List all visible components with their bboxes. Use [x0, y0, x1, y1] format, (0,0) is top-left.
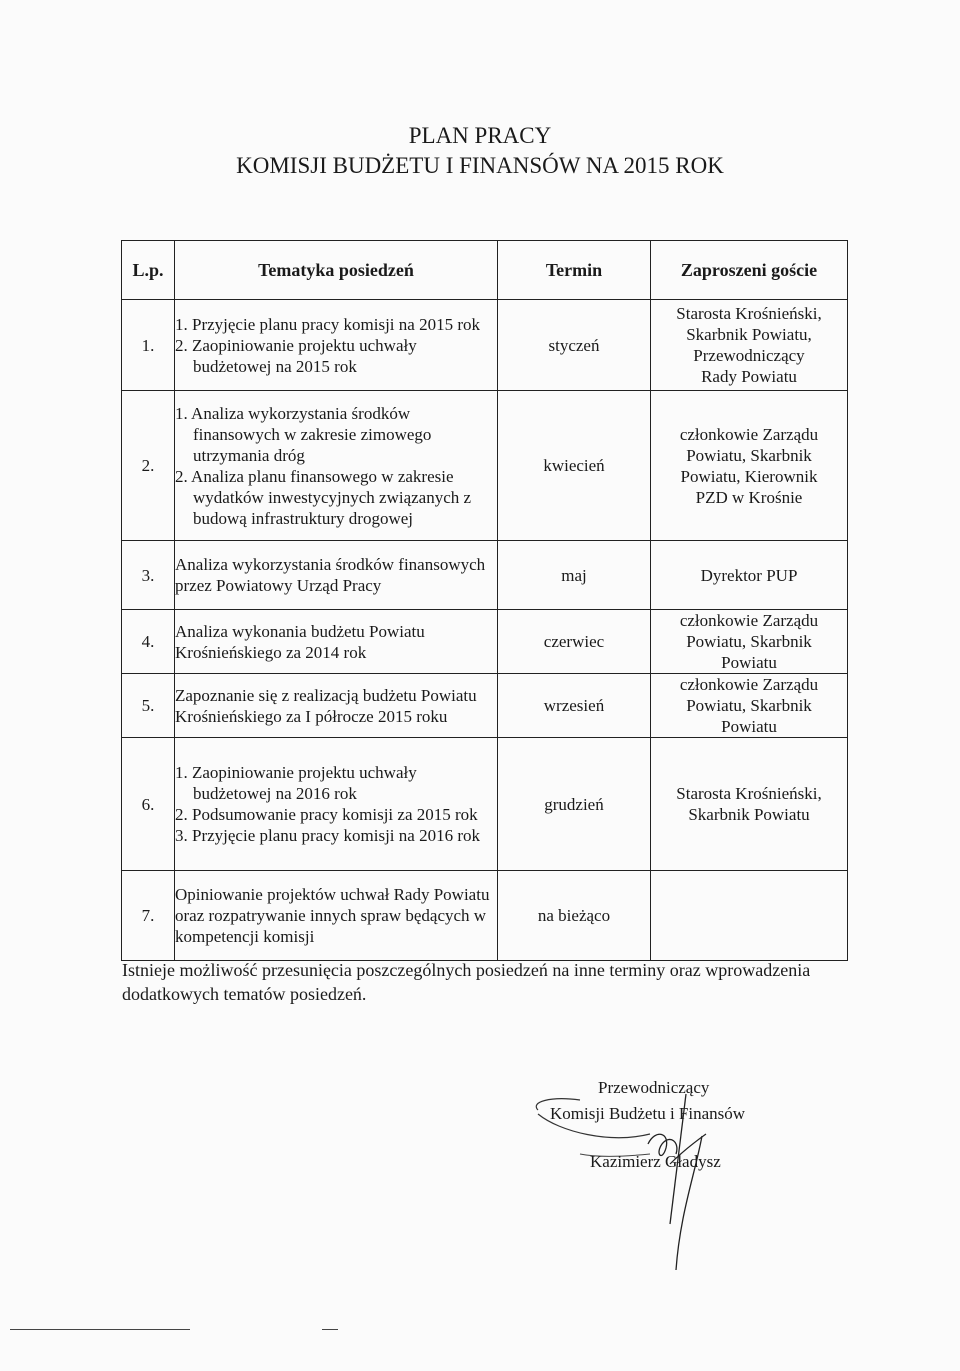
guest-line: PZD w Krośnie — [695, 487, 803, 507]
topic-item: 2. Podsumowanie pracy komisji za 2015 rok — [175, 805, 478, 824]
scheduling-note: Istnieje możliwość przesunięcia poszczególnych posiedzeń na inne terminy oraz wprowadzenia dodatkowych tematów posiedzeń. — [122, 960, 811, 1004]
row-guests — [651, 541, 848, 610]
row-number: 6. — [122, 738, 175, 871]
page-rule — [10, 1329, 190, 1330]
guest-line: Dyrektor PUP — [700, 565, 798, 585]
guest-line: Powiatu, Skarbnik — [686, 696, 812, 715]
row-guests — [651, 738, 848, 871]
row-guests — [651, 300, 848, 391]
row-guests — [651, 610, 848, 674]
guest-line: Powiatu, Skarbnik — [686, 445, 812, 465]
row-topic — [175, 674, 498, 738]
row-guests — [651, 391, 848, 541]
topic-item: Zapoznanie się z realizacją budżetu Powiatu Krośnieńskiego za I półrocze 2015 roku — [175, 685, 477, 726]
header-guests: Zaproszeni goście — [651, 241, 848, 300]
row-number: 1. — [122, 300, 175, 391]
row-term: czerwiec — [498, 610, 651, 674]
row-term: maj — [498, 541, 651, 610]
row-guests — [651, 674, 848, 738]
signature-title: Przewodniczący — [598, 1078, 710, 1097]
table-row — [122, 610, 848, 674]
row-term: grudzień — [498, 738, 651, 871]
row-number: 3. — [122, 541, 175, 610]
row-topic — [175, 738, 498, 871]
guest-line: członkowie Zarządu — [679, 675, 819, 694]
document-title: PLAN PRACY — [408, 123, 552, 148]
guest-line: Powiatu, Skarbnik — [686, 632, 812, 651]
guest-line: członkowie Zarządu — [679, 611, 819, 630]
page-rule — [322, 1329, 338, 1330]
table-row — [122, 300, 848, 391]
guest-line: Rady Powiatu — [701, 367, 797, 386]
signature-block — [520, 1074, 850, 1274]
row-number: 4. — [122, 610, 175, 674]
row-topic — [175, 391, 498, 541]
row-term: styczeń — [498, 300, 651, 391]
topic-item: Analiza wykonania budżetu Powiatu Krośnieńskiego za 2014 rok — [175, 621, 425, 662]
row-topic — [175, 871, 498, 961]
row-term: wrzesień — [498, 674, 651, 738]
topic-item: 1. Zaopiniowanie projektu uchwały budżetowej na 2016 rok — [175, 763, 417, 803]
row-number: 7. — [122, 871, 175, 961]
guest-line: Starosta Krośnieński, — [676, 784, 822, 803]
row-term: kwiecień — [498, 391, 651, 541]
table-header-row — [122, 241, 848, 300]
topic-item: 1. Przyjęcie planu pracy komisji na 2015 rok — [175, 314, 480, 334]
header-term: Termin — [498, 241, 651, 300]
topic-item: Opiniowanie projektów uchwał Rady Powiatu oraz rozpatrywanie innych spraw będących w kompetencji komisji — [175, 885, 490, 946]
row-topic — [175, 541, 498, 610]
header-topic: Tematyka posiedzeń — [175, 241, 498, 300]
topic-item: 1. Analiza wykorzystania środków finansowych w zakresie zimowego utrzymania dróg — [175, 403, 432, 465]
topic-item: 2. Analiza planu finansowego w zakresie wydatków inwestycyjnych związanych z budową infrastruktury drogowej — [175, 466, 472, 528]
table-row — [122, 738, 848, 871]
table-row — [122, 871, 848, 961]
guest-line: Powiatu — [721, 653, 777, 672]
document-subtitle: KOMISJI BUDŻETU I FINANSÓW NA 2015 ROK — [236, 153, 724, 178]
guest-line: Skarbnik Powiatu, — [686, 325, 812, 344]
row-number: 2. — [122, 391, 175, 541]
guest-line: członkowie Zarządu — [679, 424, 819, 444]
signature-committee: Komisji Budżetu i Finansów — [550, 1104, 746, 1123]
row-term: na bieżąco — [498, 871, 651, 961]
table-row — [122, 391, 848, 541]
row-topic — [175, 300, 498, 391]
table-row — [122, 674, 848, 738]
table-row — [122, 541, 848, 610]
guest-line: Powiatu — [721, 717, 777, 736]
topic-item: Analiza wykorzystania środków finansowych przez Powiatowy Urząd Pracy — [175, 555, 486, 595]
row-number: 5. — [122, 674, 175, 738]
topic-item: 3. Przyjęcie planu pracy komisji na 2016 rok — [175, 826, 480, 845]
signature-name: Kazimierz Gładysz — [590, 1152, 721, 1171]
row-topic — [175, 610, 498, 674]
guest-line: Skarbnik Powiatu — [688, 805, 810, 824]
guest-line: Powiatu, Kierownik — [680, 466, 818, 486]
topic-item: 2. Zaopiniowanie projektu uchwały budżetowej na 2015 rok — [175, 335, 417, 376]
guest-line: Przewodniczący — [693, 346, 805, 365]
guest-line: Starosta Krośnieński, — [676, 304, 822, 323]
header-lp: L.p. — [122, 241, 175, 300]
row-guests — [651, 871, 848, 961]
work-plan-table — [121, 240, 848, 961]
